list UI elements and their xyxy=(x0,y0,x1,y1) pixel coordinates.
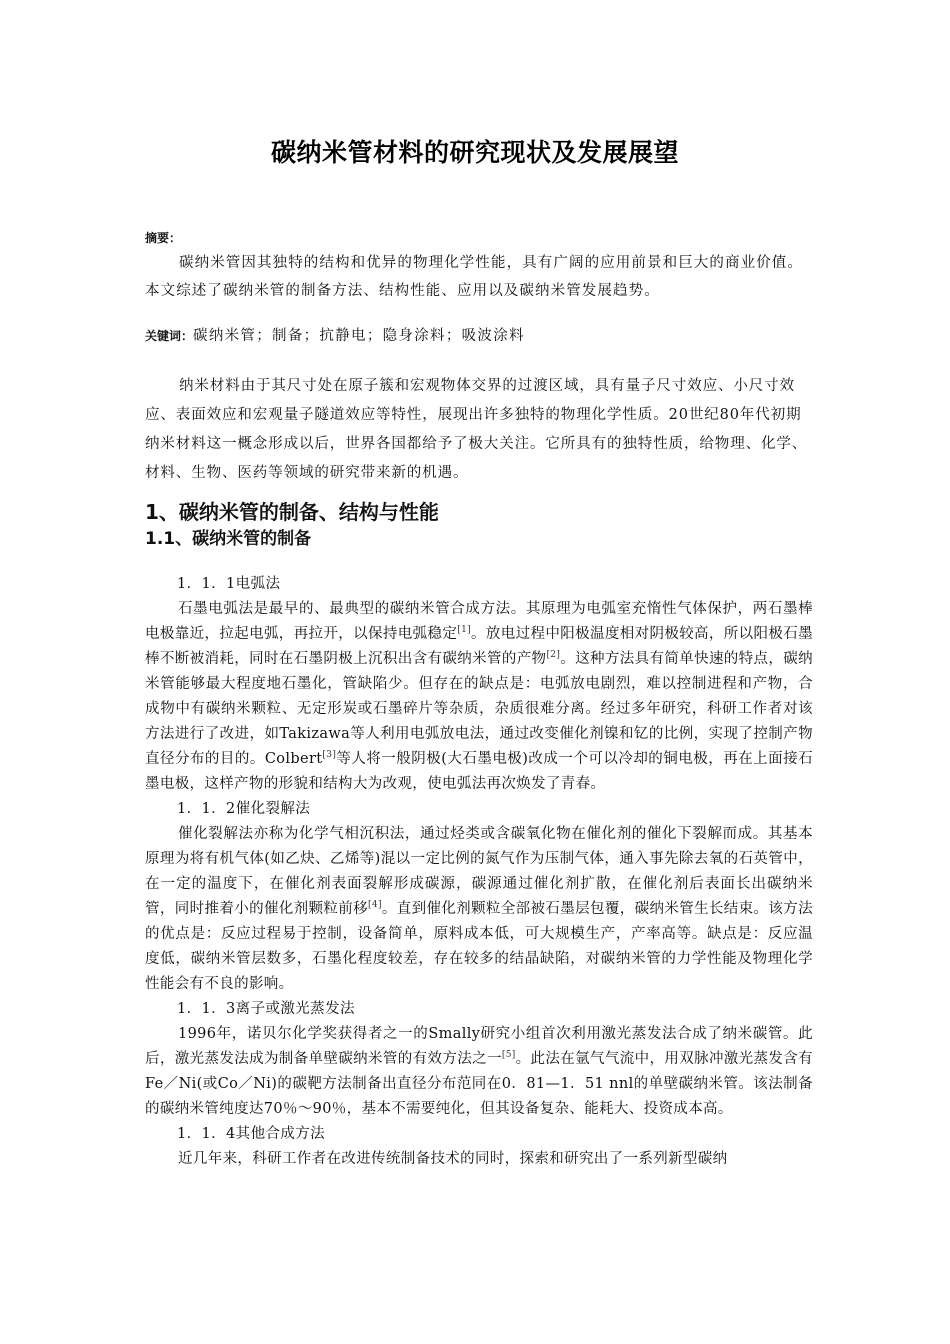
text-run: 等人将一般阴极(大石墨电极)改成一个可以冷却的铜电极，再在上面接石墨电极，这样产物的形貌和结构大为改观，使电弧法再次焕发了青春。 xyxy=(145,751,813,792)
paragraph-laser xyxy=(145,1022,813,1122)
document-title: 碳纳米管材料的研究现状及发展展望 xyxy=(270,138,679,167)
paragraph-cvd xyxy=(145,822,813,997)
citation-ref: [2] xyxy=(546,650,561,661)
abstract-label: 摘要： xyxy=(145,231,182,245)
text-run: 。此法在氩气气流中，用双脉冲激光蒸发含有Fe／Ni(或Co／Ni)的碳靶方法制备出直径分布范同在0．81—1．51 nnl的单壁碳纳米管。该法制备的碳纳米管纯度达70％～90％，基本不需要纯化，但其设备复杂、能耗大、投资成本高。 xyxy=(145,1051,813,1117)
section-heading-1-1: 1.1、碳纳米管的制备 xyxy=(145,529,312,549)
text-run: 1996年，诺贝尔化学奖获得者之一的Smally研究小组首次利用激光蒸发法合成了纳米碳管。此后，激光蒸发法成为制备单壁碳纳米管的有效方法之一 xyxy=(145,1026,813,1067)
citation-ref: [5] xyxy=(501,1050,516,1061)
text-run: 。直到催化剂颗粒全部被石墨层包覆，碳纳米管生长结束。该方法的优点是：反应过程易于控制，设备简单，原料成本低，可大规模生产，产率高等。缺点是：反应温度低，碳纳米管层数多，石墨化程度较差，存在较多的结晶缺陷，对碳纳米管的力学性能及物理化学性能会有不良的影响。 xyxy=(145,901,813,992)
subsection-heading-laser: 1．1．3离子或激光蒸发法 xyxy=(177,1001,355,1017)
keywords-value: 碳纳米管；制备；抗静电；隐身涂料；吸波涂料 xyxy=(193,328,525,344)
keywords-row xyxy=(145,324,525,348)
subsection-heading-cvd: 1．1．2催化裂解法 xyxy=(177,801,311,817)
paragraph-arc xyxy=(145,597,813,797)
text-run: 。放电过程中阳极温度相对阴极较高，所以阳极石墨棒不断被消耗，同时在石墨阴极上沉积出含有碳纳米管的产物 xyxy=(145,626,813,667)
intro-paragraph: 纳米材料由于其尺寸处在原子簇和宏观物体交界的过渡区域，具有量子尺寸效应、小尺寸效应、表面效应和宏观量子隧道效应等特性，展现出许多独特的物理化学性质。20世纪80年代初期纳米材料这一概念形成以后，世界各国都给予了极大关注。它所具有的独特性质，给物理、化学、材料、生物、医药等领域的研究带来新的机遇。 xyxy=(145,378,808,481)
subsection-heading-arc: 1．1．1电弧法 xyxy=(177,576,281,592)
citation-ref: [4] xyxy=(368,900,382,911)
text-run: 石墨电弧法是最早的、最典型的碳纳米管合成方法。其原理为电弧室充惰性气体保护，两石墨棒电极靠近，拉起电弧，再拉开，以保持电弧稳定 xyxy=(145,601,813,642)
abstract-text: 碳纳米管因其独特的结构和优异的物理化学性能，具有广阔的应用前景和巨大的商业价值。本文综述了碳纳米管的制备方法、结构性能、应用以及碳纳米管发展趋势。 xyxy=(145,255,803,299)
text-run: 。这种方法具有简单快速的特点，碳纳米管能够最大程度地石墨化，管缺陷少。但存在的缺点是：电弧放电剧烈，难以控制进程和产物，合成物中有碳纳米颗粒、无定形炭或石墨碎片等杂质，杂质很难分离。经过多年研究，科研工作者对该方法进行了改进，如Takizawa等人利用电弧放电法，通过改变催化剂镍和钇的比例，实现了控制产物直径分布的目的。Colbert xyxy=(145,651,814,767)
paragraph-other: 近几年来，科研工作者在改进传统制备技术的同时，探索和研究出了一系列新型碳纳 xyxy=(178,1151,728,1167)
subsection-heading-other: 1．1．4其他合成方法 xyxy=(177,1126,326,1142)
citation-ref: [1] xyxy=(457,625,472,636)
section-heading-1: 1、碳纳米管的制备、结构与性能 xyxy=(145,500,439,524)
text-run: 催化裂解法亦称为化学气相沉积法，通过烃类或含碳氧化物在催化剂的催化下裂解而成。其基本原理为将有机气体(如乙炔、乙烯等)混以一定比例的氮气作为压制气体，通入事先除去氧的石英管中，在一定的温度下，在催化剂表面裂解形成碳源，碳源通过催化剂扩散，在催化剂后表面长出碳纳米管，同时推着小的催化剂颗粒前移 xyxy=(145,826,813,917)
section-body xyxy=(145,572,813,1172)
keywords-label: 关键词： xyxy=(145,329,194,343)
citation-ref: [3] xyxy=(322,750,337,761)
